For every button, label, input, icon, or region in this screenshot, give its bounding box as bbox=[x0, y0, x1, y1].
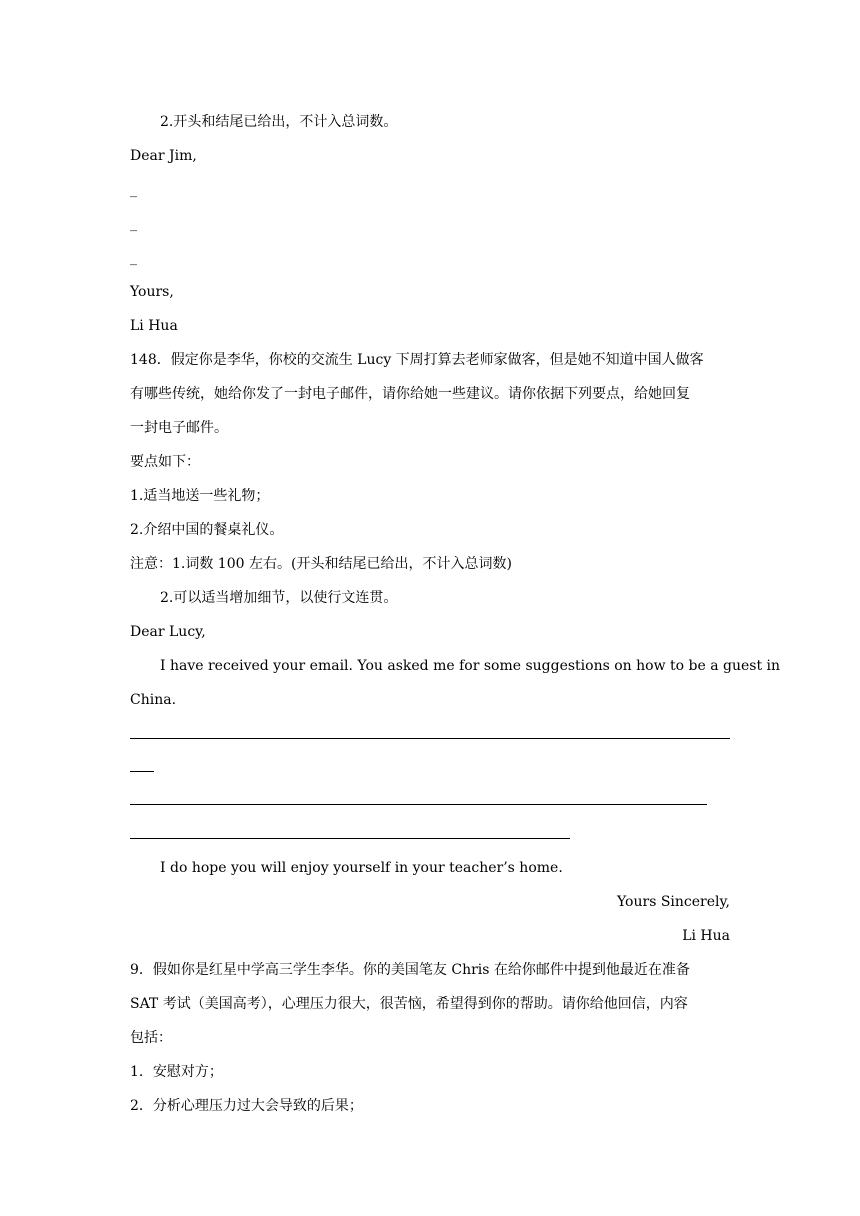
closing-yours: Yours, bbox=[130, 284, 174, 300]
key-point-1: 1.适当地送一些礼物； bbox=[130, 488, 270, 504]
content-point-1: 1．安慰对方； bbox=[130, 1064, 223, 1080]
key-point-2: 2.介绍中国的餐桌礼仪。 bbox=[130, 522, 284, 538]
answer-line-2 bbox=[130, 804, 707, 805]
salutation-dear-jim: Dear Jim, bbox=[130, 148, 197, 164]
question-9-line-3: 包括： bbox=[130, 1030, 172, 1046]
content-point-2: 2．分析心理压力过大会导致的后果； bbox=[130, 1098, 363, 1114]
question-9-line-1: 9．假如你是红星中学高三学生李华。你的美国笔友 Chris 在给你邮件中提到他最近在准备 bbox=[130, 962, 690, 978]
question-148-line-3: 一封电子邮件。 bbox=[130, 420, 228, 436]
key-points-heading: 要点如下： bbox=[130, 454, 200, 470]
question-9-line-2: SAT 考试（美国高考），心理压力很大，很苦恼，希望得到你的帮助。请你给他回信，内容 bbox=[130, 996, 688, 1012]
letter-opening-sentence-end: China. bbox=[130, 692, 177, 708]
blank-line-1: _ bbox=[130, 182, 137, 198]
note-word-count: 注意：1.词数 100 左右。(开头和结尾已给出，不计入总词数) bbox=[130, 556, 512, 572]
signature-li-hua: Li Hua bbox=[130, 318, 178, 334]
answer-line-1-wrap bbox=[130, 771, 154, 772]
letter-opening-sentence: I have received your email. You asked me for some suggestions on how to be a guest in bbox=[160, 658, 781, 674]
closing-yours-sincerely: Yours Sincerely, bbox=[617, 894, 730, 910]
answer-line-3 bbox=[130, 838, 570, 839]
question-148-line-2: 有哪些传统，她给你发了一封电子邮件，请你给她一些建议。请你依据下列要点，给她回复 bbox=[130, 386, 690, 402]
signature-li-hua-2: Li Hua bbox=[682, 928, 730, 944]
question-148-line-1: 148．假定你是李华，你校的交流生 Lucy 下周打算去老师家做客，但是她不知道中国人做客 bbox=[130, 352, 704, 368]
note-opening-ending-given: 2.开头和结尾已给出，不计入总词数。 bbox=[160, 114, 398, 130]
salutation-dear-lucy: Dear Lucy, bbox=[130, 624, 206, 640]
note-add-details: 2.可以适当增加细节，以使行文连贯。 bbox=[160, 590, 398, 606]
blank-line-3: _ bbox=[130, 250, 137, 266]
letter-closing-sentence: I do hope you will enjoy yourself in your teacher’s home. bbox=[160, 860, 563, 876]
blank-line-2: _ bbox=[130, 216, 137, 232]
answer-line-1 bbox=[130, 738, 730, 739]
